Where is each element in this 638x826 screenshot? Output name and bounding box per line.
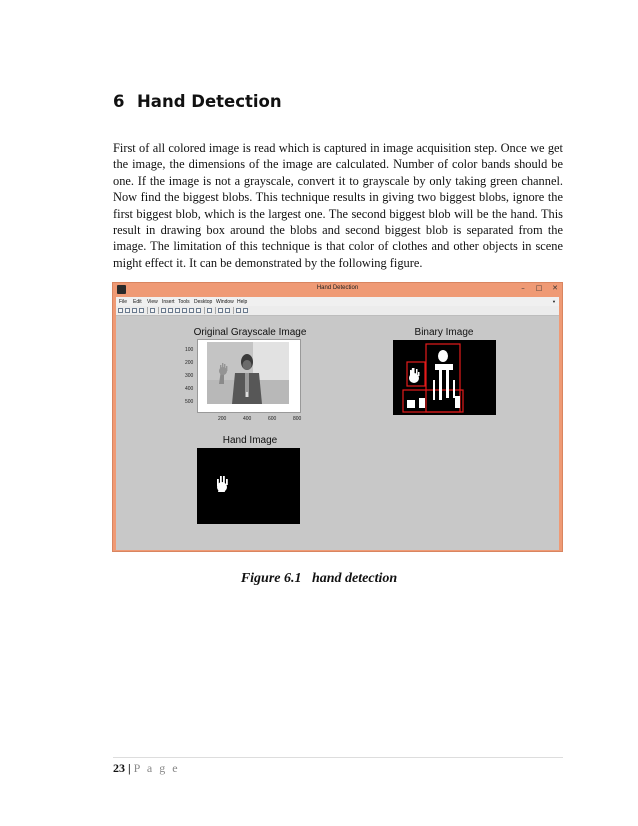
body-paragraph: First of all colored image is read which is captured in image acquisition step. Once we get the image, the dimensions of the image are calculated. Number of color bands should be one. If the image is not a grayscale, convert it to grayscale by only taking green channel. Now find the biggest blobs. This technique results in giving two biggest blobs, ignore the first biggest blob, which is the largest one. The second biggest blob will be the hand. This result in drawing box around the blobs and second biggest blob is separated from the image. The limitation of this technique is that color of clothes and other objects in scene might effect it. It can be demonstrated by the following figure. [113,141,563,270]
original-image-title: Original Grayscale Image [193,327,307,338]
hand-image [197,448,300,524]
menu-help[interactable]: Help [237,299,248,305]
new-file-icon[interactable] [118,308,123,313]
y-tick-label: 400 [185,386,194,392]
x-tick-label: 600 [268,416,277,422]
person-silhouette [207,342,289,404]
pointer-icon[interactable] [150,308,155,313]
binary-image-title: Binary Image [414,327,474,338]
minimize-icon[interactable]: – [521,284,525,292]
grid-icon[interactable] [236,308,241,313]
grayscale-photo [207,342,289,404]
x-tick-label: 800 [293,416,302,422]
menu-view[interactable]: View [147,299,158,305]
figure-toolbar [116,306,559,316]
link-icon[interactable] [207,308,212,313]
toolbar-separator [147,307,148,314]
menu-overflow-arrow-icon[interactable]: ▼ [552,299,556,304]
brush-icon[interactable] [196,308,201,313]
save-icon[interactable] [132,308,137,313]
original-image-axes [185,339,302,422]
menu-tools[interactable]: Tools [178,299,190,305]
zoom-in-icon[interactable] [161,308,166,313]
section-title: Hand Detection [137,92,282,111]
legend-icon[interactable] [225,308,230,313]
hand-image-title: Hand Image [222,435,278,446]
figure-caption: Figure 6.1 hand detection [240,571,398,586]
footer-rule [113,757,563,758]
page-separator: | [128,761,131,775]
figure-client-area [116,297,559,550]
window-controls [518,284,560,292]
toolbar-separator [204,307,205,314]
zoom-out-icon[interactable] [168,308,173,313]
y-tick-label: 200 [185,360,194,366]
y-tick-label: 500 [185,399,194,405]
section-heading [113,92,282,111]
menu-insert[interactable]: Insert [162,299,175,305]
menu-desktop[interactable]: Desktop [194,299,213,305]
page-label: P a g e [133,761,180,775]
open-icon[interactable] [125,308,130,313]
y-tick-label: 300 [185,373,194,379]
rotate-icon[interactable] [182,308,187,313]
menu-window[interactable]: Window [216,299,234,305]
hand-blob [197,448,300,524]
binary-blobs [393,340,496,415]
pan-icon[interactable] [175,308,180,313]
section-number: 6 [113,92,125,111]
page-footer [113,761,180,776]
x-tick-label: 400 [243,416,252,422]
maximize-icon[interactable]: □ [535,284,543,292]
x-tick-label: 200 [218,416,227,422]
plot-tools-icon[interactable] [243,308,248,313]
toolbar-separator [158,307,159,314]
window-title: Hand Detection [316,285,359,291]
menu-file[interactable]: File [119,299,128,305]
menu-bar [116,297,559,306]
window-titlebar [113,283,562,297]
figure-window [112,282,563,552]
y-tick-label: 100 [185,347,194,353]
binary-image [393,340,496,415]
menu-edit[interactable]: Edit [133,299,142,305]
close-icon[interactable]: ✕ [552,284,558,292]
toolbar-separator [233,307,234,314]
page-number: 23 [113,761,125,775]
toolbar-separator [215,307,216,314]
data-cursor-icon[interactable] [189,308,194,313]
print-icon[interactable] [139,308,144,313]
colorbar-icon[interactable] [218,308,223,313]
